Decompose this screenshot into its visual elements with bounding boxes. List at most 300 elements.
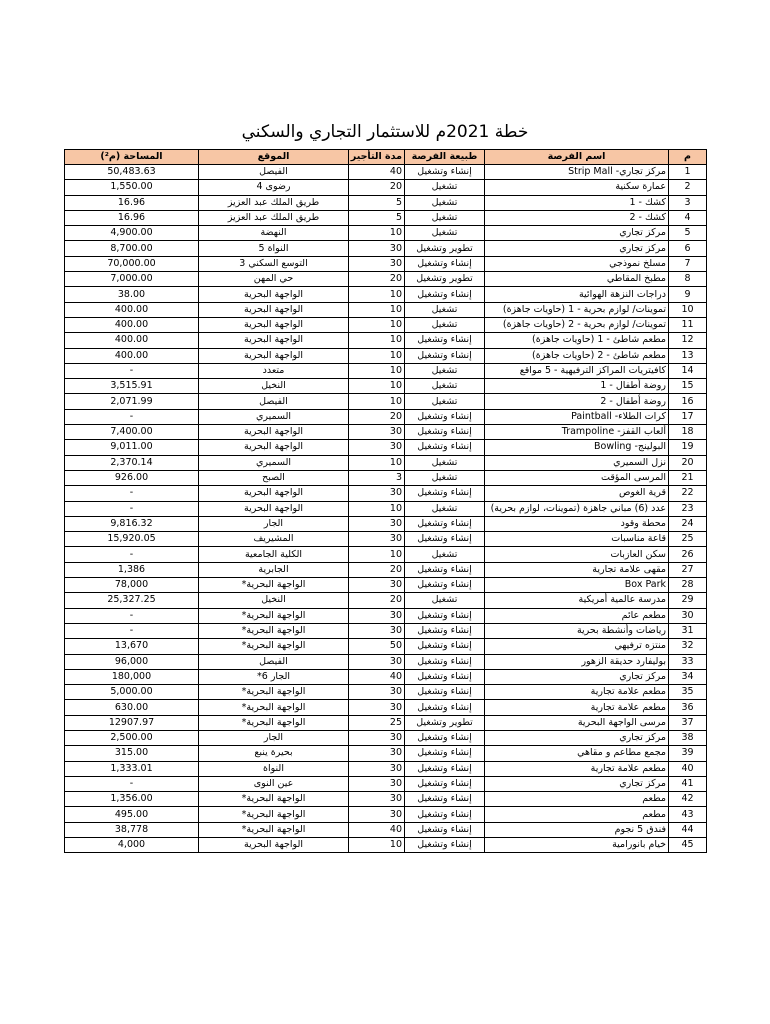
cell-name: مركز تجاري — [485, 241, 669, 256]
table-row — [65, 746, 707, 761]
cell-name: مدرسة عالمية أمريكية — [485, 593, 669, 608]
cell-num: 33 — [669, 654, 707, 669]
cell-duration: 10 — [349, 363, 405, 378]
cell-type: تطوير وتشغيل — [405, 272, 485, 287]
cell-area: - — [65, 608, 199, 623]
cell-num: 28 — [669, 578, 707, 593]
cell-area: 400.00 — [65, 333, 199, 348]
cell-duration: 10 — [349, 317, 405, 332]
table-row — [65, 210, 707, 225]
cell-name: المرسى المؤقت — [485, 470, 669, 485]
cell-type: إنشاء وتشغيل — [405, 700, 485, 715]
cell-num: 23 — [669, 501, 707, 516]
cell-location: الجار — [199, 730, 349, 745]
cell-location: الواجهة البحرية — [199, 333, 349, 348]
cell-area: 38.00 — [65, 287, 199, 302]
cell-num: 41 — [669, 776, 707, 791]
cell-location: الواجهة البحرية — [199, 348, 349, 363]
cell-duration: 10 — [349, 501, 405, 516]
cell-name: مطعم — [485, 807, 669, 822]
table-row — [65, 669, 707, 684]
cell-name: عمارة سكنية — [485, 180, 669, 195]
cell-type: تشغيل — [405, 455, 485, 470]
cell-area: - — [65, 547, 199, 562]
cell-duration: 30 — [349, 440, 405, 455]
cell-location: التوسع السكني 3 — [199, 256, 349, 271]
cell-num: 15 — [669, 379, 707, 394]
cell-duration: 10 — [349, 348, 405, 363]
cell-duration: 30 — [349, 685, 405, 700]
cell-location: السميري — [199, 409, 349, 424]
cell-duration: 5 — [349, 195, 405, 210]
table-row — [65, 562, 707, 577]
cell-location: الواجهة البحرية* — [199, 792, 349, 807]
cell-num: 2 — [669, 180, 707, 195]
cell-duration: 5 — [349, 210, 405, 225]
cell-num: 25 — [669, 532, 707, 547]
cell-name: تموينات/ لوازم بحرية - 2 (حاويات جاهزة) — [485, 317, 669, 332]
cell-num: 19 — [669, 440, 707, 455]
cell-name: مرسى الواجهة البحرية — [485, 715, 669, 730]
cell-num: 20 — [669, 455, 707, 470]
cell-name: روضة أطفال - 2 — [485, 394, 669, 409]
cell-name: نزل السميري — [485, 455, 669, 470]
table-row — [65, 348, 707, 363]
cell-name: مركز تجاري — [485, 226, 669, 241]
cell-type: تطوير وتشغيل — [405, 715, 485, 730]
table-row — [65, 593, 707, 608]
cell-area: - — [65, 363, 199, 378]
cell-location: الواجهة البحرية* — [199, 623, 349, 638]
table-body — [65, 165, 707, 853]
cell-type: إنشاء وتشغيل — [405, 654, 485, 669]
cell-duration: 30 — [349, 654, 405, 669]
cell-duration: 10 — [349, 394, 405, 409]
cell-area: 50,483.63 — [65, 165, 199, 180]
table-row — [65, 639, 707, 654]
table-row — [65, 838, 707, 853]
cell-duration: 10 — [349, 379, 405, 394]
cell-area: 400.00 — [65, 317, 199, 332]
cell-duration: 30 — [349, 516, 405, 531]
cell-num: 32 — [669, 639, 707, 654]
header-area: المساحة (م²) — [65, 150, 199, 165]
cell-location: متعدد — [199, 363, 349, 378]
table-row — [65, 776, 707, 791]
cell-location: عين النوى — [199, 776, 349, 791]
cell-type: إنشاء وتشغيل — [405, 669, 485, 684]
cell-type: إنشاء وتشغيل — [405, 838, 485, 853]
cell-duration: 30 — [349, 700, 405, 715]
cell-duration: 30 — [349, 776, 405, 791]
cell-type: تشغيل — [405, 302, 485, 317]
cell-area: 1,550.00 — [65, 180, 199, 195]
table-row — [65, 623, 707, 638]
cell-location: الواجهة البحرية* — [199, 578, 349, 593]
table-row — [65, 363, 707, 378]
header-type: طبيعة الفرصة — [405, 150, 485, 165]
cell-duration: 20 — [349, 272, 405, 287]
cell-num: 39 — [669, 746, 707, 761]
table-row — [65, 302, 707, 317]
cell-num: 44 — [669, 822, 707, 837]
cell-num: 27 — [669, 562, 707, 577]
cell-location: الواجهة البحرية* — [199, 639, 349, 654]
cell-duration: 30 — [349, 761, 405, 776]
cell-duration: 10 — [349, 455, 405, 470]
cell-num: 24 — [669, 516, 707, 531]
cell-location: الكلية الجامعية — [199, 547, 349, 562]
cell-location: السميري — [199, 455, 349, 470]
table-row — [65, 287, 707, 302]
cell-type: تشغيل — [405, 226, 485, 241]
cell-area: 400.00 — [65, 302, 199, 317]
cell-type: تشغيل — [405, 180, 485, 195]
investment-plan-table — [64, 149, 707, 853]
cell-duration: 30 — [349, 730, 405, 745]
cell-name: عدد (6) مباني جاهزة (تموينات، لوازم بحرية) — [485, 501, 669, 516]
cell-area: 7,400.00 — [65, 425, 199, 440]
cell-area: 1,356.00 — [65, 792, 199, 807]
header-num: م — [669, 150, 707, 165]
cell-name: مجمع مطاعم و مقاهي — [485, 746, 669, 761]
header-duration: مدة التأجير — [349, 150, 405, 165]
cell-type: إنشاء وتشغيل — [405, 685, 485, 700]
cell-type: إنشاء وتشغيل — [405, 807, 485, 822]
cell-name: كافيتريات المراكز الترفيهية - 5 مواقع — [485, 363, 669, 378]
cell-name: ألعاب القفز- Trampoline — [485, 425, 669, 440]
cell-location: الواجهة البحرية* — [199, 700, 349, 715]
cell-duration: 30 — [349, 532, 405, 547]
cell-area: - — [65, 409, 199, 424]
cell-location: طريق الملك عبد العزيز — [199, 210, 349, 225]
cell-area: 3,515.91 — [65, 379, 199, 394]
cell-num: 21 — [669, 470, 707, 485]
cell-name: سكن العازبات — [485, 547, 669, 562]
cell-type: إنشاء وتشغيل — [405, 761, 485, 776]
cell-location: طريق الملك عبد العزيز — [199, 195, 349, 210]
cell-location: المشيريف — [199, 532, 349, 547]
table-row — [65, 241, 707, 256]
cell-type: إنشاء وتشغيل — [405, 440, 485, 455]
cell-duration: 20 — [349, 562, 405, 577]
table-row — [65, 317, 707, 332]
header-row — [65, 150, 707, 165]
cell-name: بوليفارد حديقة الزهور — [485, 654, 669, 669]
table-row — [65, 807, 707, 822]
table-row — [65, 180, 707, 195]
table-row — [65, 700, 707, 715]
cell-area: 15,920.05 — [65, 532, 199, 547]
cell-duration: 40 — [349, 822, 405, 837]
cell-type: إنشاء وتشغيل — [405, 409, 485, 424]
cell-location: الواجهة البحرية — [199, 501, 349, 516]
cell-duration: 10 — [349, 287, 405, 302]
cell-area: 495.00 — [65, 807, 199, 822]
table-row — [65, 256, 707, 271]
cell-type: إنشاء وتشغيل — [405, 822, 485, 837]
table-row — [65, 195, 707, 210]
cell-location: النخيل — [199, 593, 349, 608]
cell-name: مركز تجاري — [485, 669, 669, 684]
page-title: خطة 2021م للاستثمار التجاري والسكني — [241, 122, 529, 142]
cell-name: مركز تجاري- Strip Mall — [485, 165, 669, 180]
cell-name: كشك - 1 — [485, 195, 669, 210]
cell-location: الواجهة البحرية* — [199, 822, 349, 837]
table-row — [65, 486, 707, 501]
table-row — [65, 409, 707, 424]
cell-area: 4,000 — [65, 838, 199, 853]
table-row — [65, 165, 707, 180]
cell-location: الفيصل — [199, 654, 349, 669]
cell-num: 29 — [669, 593, 707, 608]
cell-name: مطعم علامة تجارية — [485, 685, 669, 700]
table-row — [65, 532, 707, 547]
cell-num: 5 — [669, 226, 707, 241]
cell-num: 4 — [669, 210, 707, 225]
table-row — [65, 272, 707, 287]
cell-name: دراجات النزهة الهوائية — [485, 287, 669, 302]
table-row — [65, 379, 707, 394]
cell-num: 36 — [669, 700, 707, 715]
cell-area: - — [65, 501, 199, 516]
cell-duration: 20 — [349, 593, 405, 608]
cell-num: 11 — [669, 317, 707, 332]
table-row — [65, 792, 707, 807]
cell-name: قرية الغوص — [485, 486, 669, 501]
cell-duration: 30 — [349, 425, 405, 440]
cell-type: تطوير وتشغيل — [405, 241, 485, 256]
cell-name: مسلخ نموذجي — [485, 256, 669, 271]
table-row — [65, 501, 707, 516]
table-row — [65, 394, 707, 409]
cell-duration: 3 — [349, 470, 405, 485]
table-row — [65, 685, 707, 700]
cell-type: إنشاء وتشغيل — [405, 562, 485, 577]
cell-num: 16 — [669, 394, 707, 409]
table-row — [65, 608, 707, 623]
cell-area: 8,700.00 — [65, 241, 199, 256]
cell-num: 13 — [669, 348, 707, 363]
cell-location: الجار 6* — [199, 669, 349, 684]
cell-location: الواجهة البحرية — [199, 425, 349, 440]
cell-location: الواجهة البحرية — [199, 440, 349, 455]
cell-area: 38,778 — [65, 822, 199, 837]
table-row — [65, 547, 707, 562]
cell-duration: 10 — [349, 333, 405, 348]
cell-location: الواجهة البحرية* — [199, 807, 349, 822]
cell-location: الصبح — [199, 470, 349, 485]
cell-name: مطعم علامة تجارية — [485, 761, 669, 776]
cell-area: 12907.97 — [65, 715, 199, 730]
cell-type: تشغيل — [405, 501, 485, 516]
table-row — [65, 226, 707, 241]
cell-location: الواجهة البحرية — [199, 838, 349, 853]
table-row — [65, 455, 707, 470]
cell-duration: 20 — [349, 409, 405, 424]
cell-num: 12 — [669, 333, 707, 348]
cell-type: إنشاء وتشغيل — [405, 165, 485, 180]
cell-num: 9 — [669, 287, 707, 302]
cell-duration: 30 — [349, 608, 405, 623]
cell-duration: 10 — [349, 302, 405, 317]
cell-num: 38 — [669, 730, 707, 745]
cell-area: 2,071.99 — [65, 394, 199, 409]
cell-type: إنشاء وتشغيل — [405, 623, 485, 638]
cell-duration: 30 — [349, 746, 405, 761]
cell-num: 35 — [669, 685, 707, 700]
cell-duration: 25 — [349, 715, 405, 730]
cell-location: بحيرة ينبع — [199, 746, 349, 761]
table-row — [65, 730, 707, 745]
cell-num: 26 — [669, 547, 707, 562]
table-row — [65, 761, 707, 776]
table-row — [65, 470, 707, 485]
cell-num: 34 — [669, 669, 707, 684]
cell-num: 40 — [669, 761, 707, 776]
cell-location: الواجهة البحرية* — [199, 685, 349, 700]
cell-type: إنشاء وتشغيل — [405, 639, 485, 654]
cell-num: 37 — [669, 715, 707, 730]
cell-area: 78,000 — [65, 578, 199, 593]
cell-name: مطعم — [485, 792, 669, 807]
header-location: الموقع — [199, 150, 349, 165]
cell-location: الواجهة البحرية — [199, 317, 349, 332]
cell-duration: 20 — [349, 180, 405, 195]
cell-type: إنشاء وتشغيل — [405, 532, 485, 547]
cell-name: مقهى علامة تجارية — [485, 562, 669, 577]
cell-area: 2,370.14 — [65, 455, 199, 470]
cell-area: 7,000.00 — [65, 272, 199, 287]
cell-duration: 40 — [349, 165, 405, 180]
cell-num: 45 — [669, 838, 707, 853]
cell-num: 3 — [669, 195, 707, 210]
cell-duration: 40 — [349, 669, 405, 684]
cell-type: إنشاء وتشغيل — [405, 486, 485, 501]
cell-area: 9,011.00 — [65, 440, 199, 455]
cell-num: 6 — [669, 241, 707, 256]
cell-name: منتزه ترفيهي — [485, 639, 669, 654]
cell-location: الواجهة البحرية — [199, 287, 349, 302]
cell-area: 13,670 — [65, 639, 199, 654]
cell-type: إنشاء وتشغيل — [405, 776, 485, 791]
cell-name: كرات الطلاء- Paintball — [485, 409, 669, 424]
cell-area: 1,333.01 — [65, 761, 199, 776]
cell-name: البولينج- Bowling — [485, 440, 669, 455]
cell-type: تشغيل — [405, 379, 485, 394]
cell-area: 9,816.32 — [65, 516, 199, 531]
cell-area: 1,386 — [65, 562, 199, 577]
cell-name: محطة وقود — [485, 516, 669, 531]
cell-location: حي المهن — [199, 272, 349, 287]
cell-location: النواة 5 — [199, 241, 349, 256]
cell-num: 31 — [669, 623, 707, 638]
cell-location: الواجهة البحرية — [199, 302, 349, 317]
cell-duration: 10 — [349, 838, 405, 853]
cell-type: تشغيل — [405, 394, 485, 409]
cell-num: 22 — [669, 486, 707, 501]
cell-name: روضة أطفال - 1 — [485, 379, 669, 394]
cell-type: تشغيل — [405, 210, 485, 225]
table-row — [65, 578, 707, 593]
cell-location: الجار — [199, 516, 349, 531]
cell-area: 926.00 — [65, 470, 199, 485]
cell-name: رياضات وأنشطة بحرية — [485, 623, 669, 638]
cell-num: 43 — [669, 807, 707, 822]
cell-duration: 30 — [349, 578, 405, 593]
table-row — [65, 822, 707, 837]
cell-location: الفيصل — [199, 165, 349, 180]
cell-duration: 30 — [349, 256, 405, 271]
cell-num: 10 — [669, 302, 707, 317]
cell-type: تشغيل — [405, 470, 485, 485]
cell-area: 4,900.00 — [65, 226, 199, 241]
cell-area: 400.00 — [65, 348, 199, 363]
cell-type: إنشاء وتشغيل — [405, 333, 485, 348]
cell-name: فندق 5 نجوم — [485, 822, 669, 837]
cell-area: 16.96 — [65, 195, 199, 210]
header-name: اسم الفرصة — [485, 150, 669, 165]
cell-area: 96,000 — [65, 654, 199, 669]
cell-location: الفيصل — [199, 394, 349, 409]
cell-num: 14 — [669, 363, 707, 378]
cell-name: مطعم شاطئ - 1 (حاويات جاهزة) — [485, 333, 669, 348]
cell-duration: 30 — [349, 623, 405, 638]
cell-num: 42 — [669, 792, 707, 807]
cell-type: إنشاء وتشغيل — [405, 287, 485, 302]
table-row — [65, 516, 707, 531]
cell-area: - — [65, 623, 199, 638]
cell-type: إنشاء وتشغيل — [405, 792, 485, 807]
cell-area: - — [65, 486, 199, 501]
cell-num: 1 — [669, 165, 707, 180]
cell-type: إنشاء وتشغيل — [405, 256, 485, 271]
cell-type: تشغيل — [405, 195, 485, 210]
table-row — [65, 333, 707, 348]
cell-location: الجابرية — [199, 562, 349, 577]
cell-duration: 30 — [349, 486, 405, 501]
cell-num: 30 — [669, 608, 707, 623]
cell-type: إنشاء وتشغيل — [405, 516, 485, 531]
cell-name: خيام بانورامية — [485, 838, 669, 853]
cell-name: تموينات/ لوازم بحرية - 1 (حاويات جاهزة) — [485, 302, 669, 317]
cell-type: تشغيل — [405, 317, 485, 332]
cell-area: 25,327.25 — [65, 593, 199, 608]
cell-type: إنشاء وتشغيل — [405, 746, 485, 761]
cell-area: 630.00 — [65, 700, 199, 715]
cell-area: 5,000.00 — [65, 685, 199, 700]
cell-location: الواجهة البحرية* — [199, 715, 349, 730]
cell-duration: 30 — [349, 241, 405, 256]
cell-type: إنشاء وتشغيل — [405, 608, 485, 623]
table-row — [65, 654, 707, 669]
cell-name: مركز تجاري — [485, 776, 669, 791]
cell-duration: 10 — [349, 547, 405, 562]
cell-area: 315.00 — [65, 746, 199, 761]
cell-location: رضوى 4 — [199, 180, 349, 195]
cell-area: 2,500.00 — [65, 730, 199, 745]
cell-duration: 50 — [349, 639, 405, 654]
cell-name: مطعم شاطئ - 2 (حاويات جاهزة) — [485, 348, 669, 363]
cell-area: 70,000.00 — [65, 256, 199, 271]
cell-type: تشغيل — [405, 593, 485, 608]
cell-type: إنشاء وتشغيل — [405, 578, 485, 593]
cell-name: مطعم عائم — [485, 608, 669, 623]
cell-type: تشغيل — [405, 547, 485, 562]
cell-name: قاعة مناسبات — [485, 532, 669, 547]
cell-name: Box Park — [485, 578, 669, 593]
cell-duration: 30 — [349, 792, 405, 807]
